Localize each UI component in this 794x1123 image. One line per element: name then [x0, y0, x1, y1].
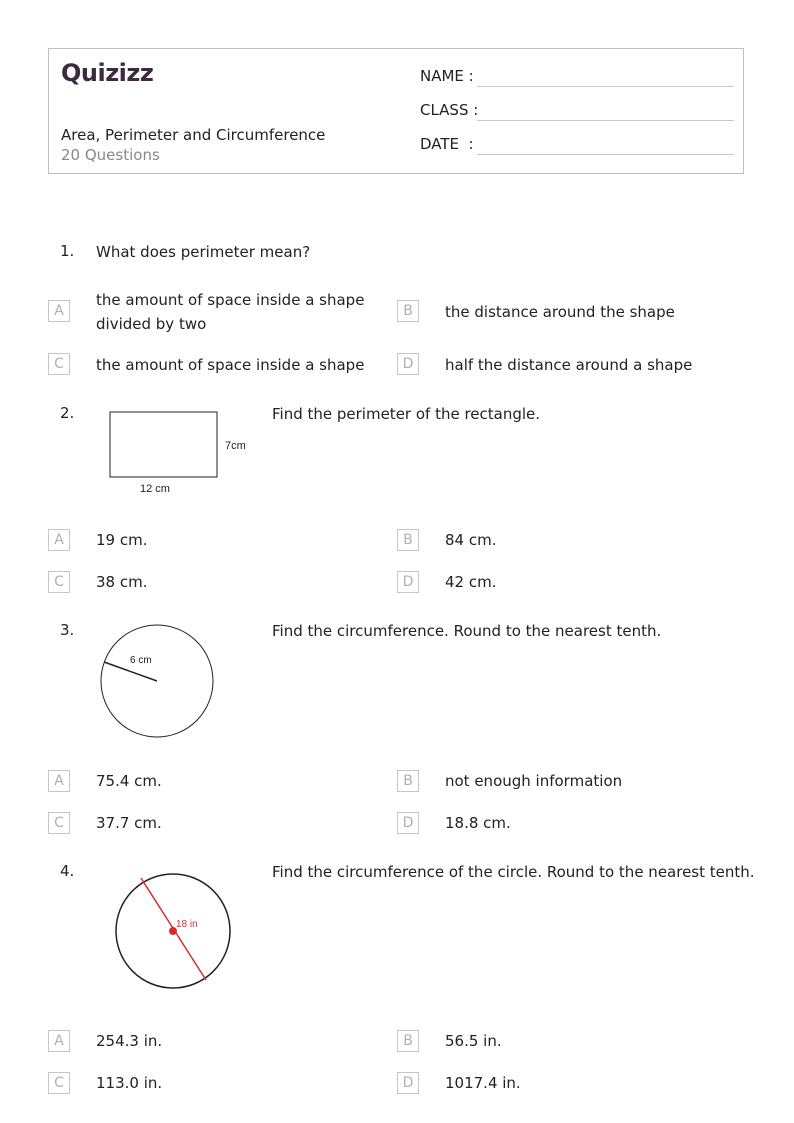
question-number: 2. [60, 404, 75, 422]
option-letter[interactable]: D [397, 571, 419, 593]
option-letter[interactable]: C [48, 1072, 70, 1094]
option-text[interactable]: 19 cm. [96, 531, 148, 549]
option-text[interactable]: the distance around the shape [445, 303, 675, 321]
question-number: 1. [60, 242, 75, 260]
option-letter[interactable]: D [397, 1072, 419, 1094]
option-text[interactable]: 18.8 cm. [445, 814, 511, 832]
option-letter[interactable]: C [48, 571, 70, 593]
name-label: NAME : [420, 67, 474, 85]
option-text[interactable]: the amount of space inside a shape [96, 356, 365, 374]
circle-diameter-figure [110, 866, 240, 996]
option-text[interactable]: 42 cm. [445, 573, 497, 591]
option-text[interactable]: 84 cm. [445, 531, 497, 549]
date-field[interactable] [420, 135, 734, 159]
question-count: 20 Questions [61, 146, 160, 164]
option-text[interactable]: not enough information [445, 772, 623, 790]
rectangle-shape [110, 412, 217, 477]
worksheet-header [48, 48, 744, 174]
option-letter[interactable]: A [48, 770, 70, 792]
option-text[interactable]: 1017.4 in. [445, 1074, 521, 1092]
option-text[interactable]: 37.7 cm. [96, 814, 162, 832]
question-text: What does perimeter mean? [96, 243, 311, 261]
date-label: DATE : [420, 135, 474, 153]
question-text: Find the perimeter of the rectangle. [272, 405, 541, 423]
option-letter[interactable]: A [48, 529, 70, 551]
circle-radius-figure [96, 620, 221, 745]
class-line[interactable] [477, 120, 734, 121]
class-field[interactable] [420, 101, 734, 125]
option-text[interactable]: 75.4 cm. [96, 772, 162, 790]
name-field[interactable] [420, 67, 734, 91]
rectangle-width-label: 12 cm [140, 483, 170, 495]
option-text[interactable]: 56.5 in. [445, 1032, 502, 1050]
option-text[interactable]: the amount of space inside a shape divided by two [96, 291, 365, 333]
option-letter[interactable]: A [48, 300, 70, 322]
rectangle-figure [100, 405, 260, 500]
option-text[interactable]: half the distance around a shape [445, 356, 693, 374]
date-line[interactable] [477, 154, 734, 155]
diameter-label: 18 in [176, 919, 198, 930]
rectangle-height-label: 7cm [225, 440, 246, 452]
option-text[interactable]: 254.3 in. [96, 1032, 163, 1050]
option-letter[interactable]: C [48, 353, 70, 375]
question-text: Find the circumference. Round to the nearest tenth. [272, 622, 662, 640]
question-number: 3. [60, 621, 75, 639]
name-line[interactable] [477, 86, 734, 87]
option-letter[interactable]: B [397, 529, 419, 551]
quizizz-logo: Quizizz [61, 59, 154, 87]
option-letter[interactable]: C [48, 812, 70, 834]
option-text[interactable]: 113.0 in. [96, 1074, 163, 1092]
question-number: 4. [60, 862, 75, 880]
option-letter[interactable]: D [397, 812, 419, 834]
option-letter[interactable]: D [397, 353, 419, 375]
option-letter[interactable]: B [397, 300, 419, 322]
option-letter[interactable]: A [48, 1030, 70, 1052]
option-text[interactable]: 38 cm. [96, 573, 148, 591]
option-letter[interactable]: B [397, 770, 419, 792]
question-text: Find the circumference of the circle. Round to the nearest tenth. [272, 863, 755, 881]
radius-label: 6 cm [130, 655, 152, 666]
option-letter[interactable]: B [397, 1030, 419, 1052]
worksheet-title: Area, Perimeter and Circumference [61, 126, 326, 144]
class-label: CLASS : [420, 101, 479, 119]
